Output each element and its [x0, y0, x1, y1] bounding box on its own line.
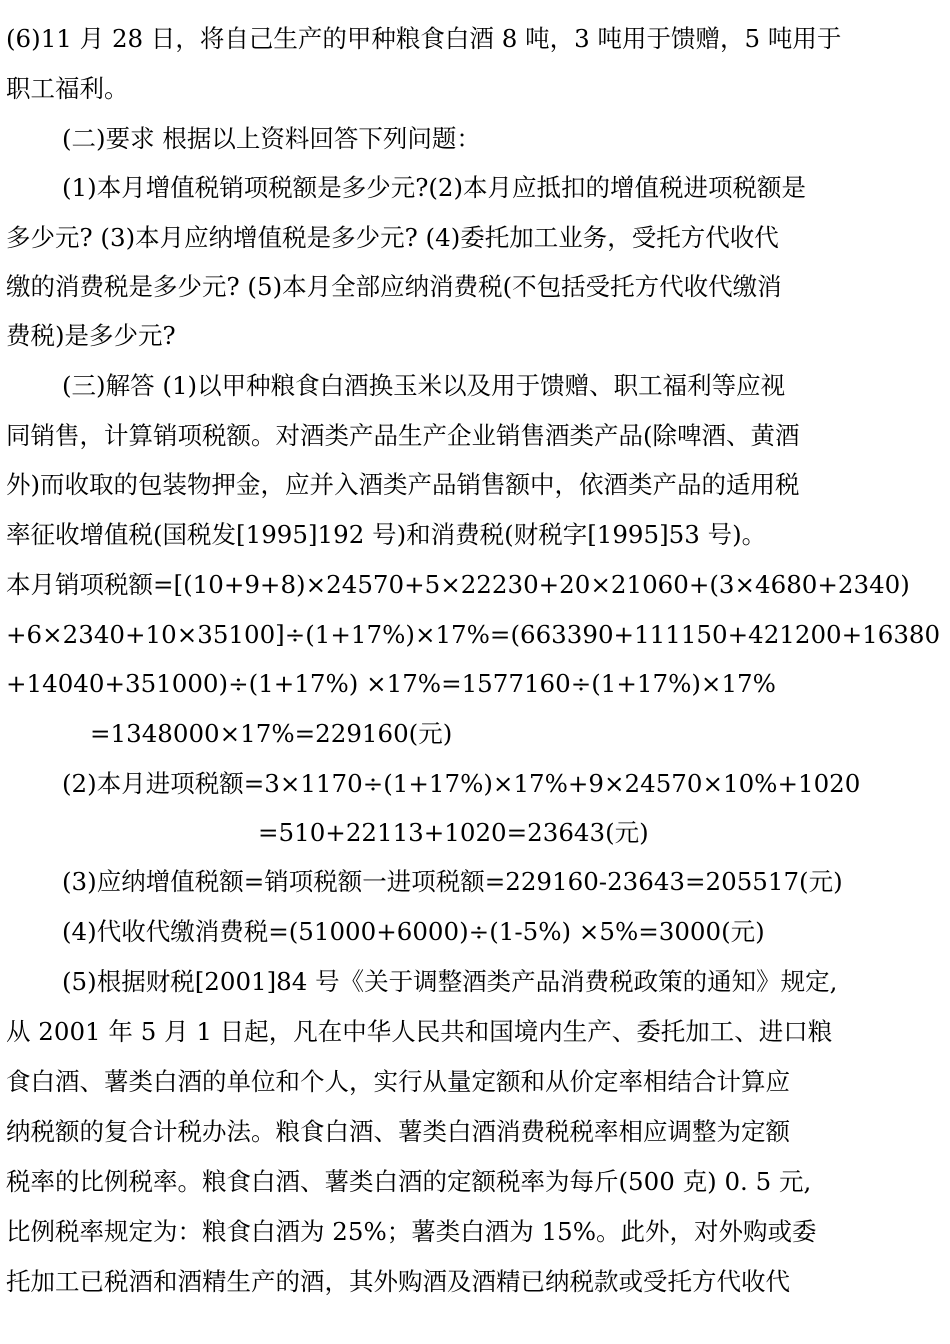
text-line: 纳税额的复合计税办法。粮食白酒、薯类白酒消费税税率相应调整为定额 [6, 1117, 790, 1146]
text-line: 同销售，计算销项税额。对酒类产品生产企业销售酒类产品(除啤酒、黄酒 [6, 421, 800, 450]
section-heading-answer: (三)解答 (1)以甲种粮食白酒换玉米以及用于馈赠、职工福利等应视 [62, 371, 786, 400]
text-line: 率征收增值税(国税发[1995]192 号)和消费税(财税字[1995]53 号)。 [6, 520, 767, 549]
text-line: 托加工已税酒和酒精生产的酒，其外购酒及酒精已纳税款或受托方代收代 [6, 1267, 790, 1296]
text-line: 外)而收取的包装物押金，应并入酒类产品销售额中，依酒类产品的适用税 [6, 470, 800, 499]
text-line: (6)11 月 28 日，将自己生产的甲种粮食白酒 8 吨，3 吨用于馈赠，5 吨用于 [6, 24, 842, 53]
formula-line: +14040+351000)÷(1+17%) ×17%=1577160÷(1+17%)×17% [6, 669, 776, 698]
text-line: 多少元? (3)本月应纳增值税是多少元? (4)委托加工业务，受托方代收代 [6, 223, 779, 252]
section-heading-requirements: (二)要求 根据以上资料回答下列问题： [62, 124, 481, 153]
text-line: (5)根据财税[2001]84 号《关于调整酒类产品消费税政策的通知》规定, [62, 967, 838, 996]
formula-line: 本月销项税额=[(10+9+8)×24570+5×22230+20×21060+(3×4680+2340) [6, 570, 910, 599]
formula-result: =1348000×17%=229160(元) [90, 719, 453, 748]
formula-line: (2)本月进项税额=3×1170÷(1+17%)×17%+9×24570×10%+1020 [62, 769, 861, 798]
text-line: (1)本月增值税销项税额是多少元?(2)本月应抵扣的增值税进项税额是 [62, 173, 807, 202]
text-line: 税率的比例税率。粮食白酒、薯类白酒的定额税率为每斤(500 克) 0. 5 元, [6, 1167, 812, 1196]
text-line: 职工福利。 [6, 74, 129, 103]
text-line: 缴的消费税是多少元? (5)本月全部应纳消费税(不包括受托方代收代缴消 [6, 272, 782, 301]
formula-line: (3)应纳增值税额=销项税额一进项税额=229160-23643=205517(元) [62, 867, 843, 896]
text-line: 食白酒、薯类白酒的单位和个人，实行从量定额和从价定率相结合计算应 [6, 1067, 790, 1096]
formula-line: +6×2340+10×35100]÷(1+17%)×17%=(663390+111150+421200+16380 [6, 620, 941, 649]
text-line: 比例税率规定为：粮食白酒为 25%；薯类白酒为 15%。此外，对外购或委 [6, 1217, 817, 1246]
text-line: 从 2001 年 5 月 1 日起，凡在中华人民共和国境内生产、委托加工、进口粮 [6, 1017, 833, 1046]
formula-result: =510+22113+1020=23643(元) [258, 818, 649, 847]
text-line: 费税)是多少元? [6, 321, 176, 350]
formula-line: (4)代收代缴消费税=(51000+6000)÷(1-5%) ×5%=3000(元) [62, 917, 765, 946]
